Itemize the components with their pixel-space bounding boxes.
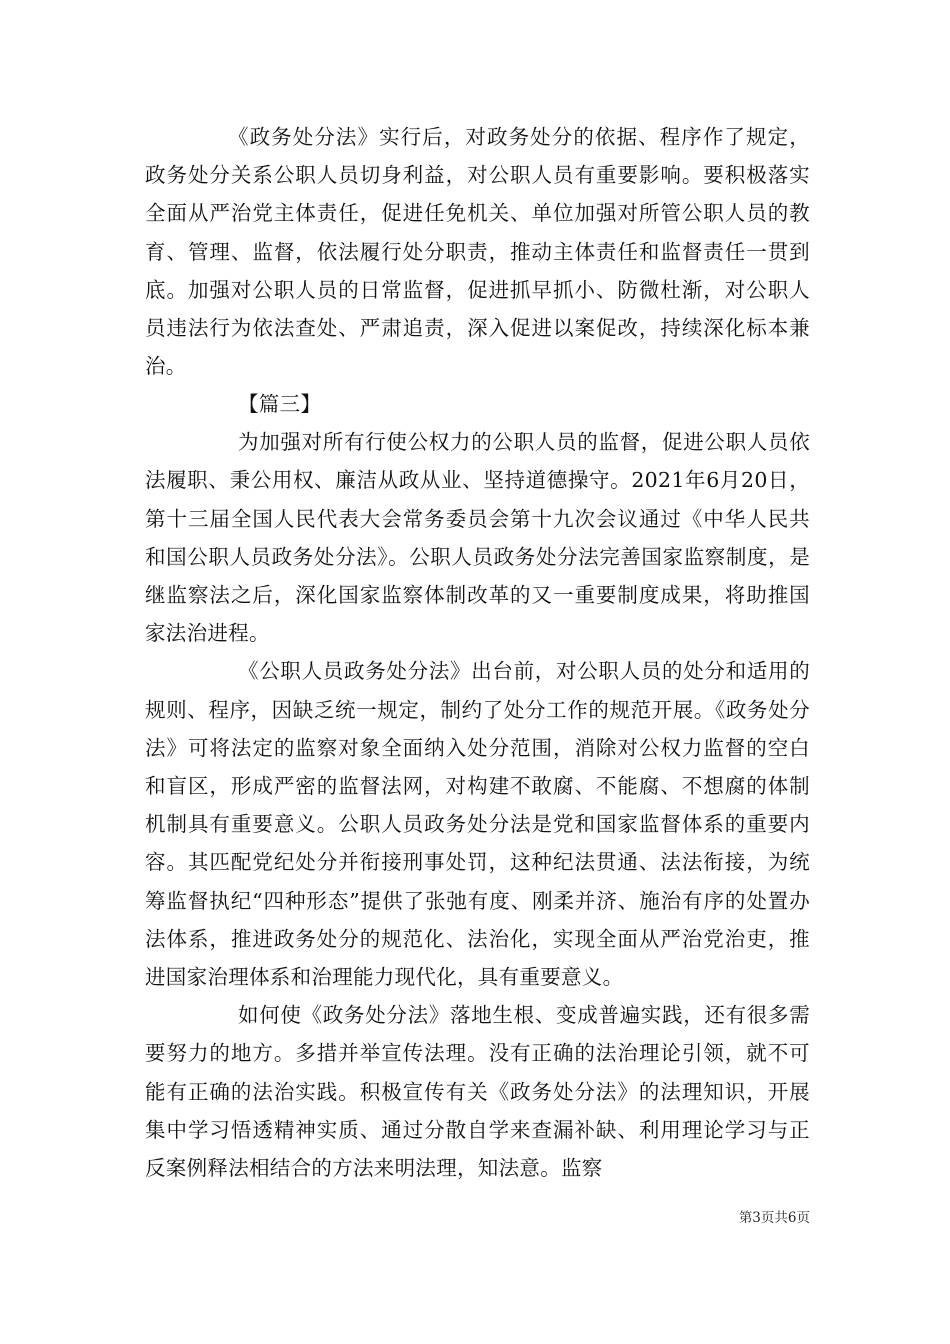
paragraph-3: 《公职人员政务处分法》出台前，对公职人员的处分和适用的规则、程序，因缺乏统一规定，制约了处分工作的规范开展。《政务处分法》可将法定的监察对象全面纳入处分范围，消除对公权力监督的空白和盲区，形成严密的监督法网，对构建不敢腐、不能腐、不想腐的体制机制具有重要意义。公职人员政务处分法是党和国家监督体系的重要内容。其匹配党纪处分并衔接刑事处罚，这种纪法贯通、法法衔接，为统筹监督执纪“四种形态”提供了张弛有度、刚柔并济、施治有序的处置办法体系，推进政务处分的规范化、法治化，实现全面从严治党治吏，推进国家治理体系和治理能力现代化，具有重要意义。: [145, 659, 810, 990]
paragraph-4: 如何使《政务处分法》落地生根、变成普遍实践，还有很多需要努力的地方。多措并举宣传法理。没有正确的法治理论引领，就不可能有正确的法治实践。积极宣传有关《政务处分法》的法理知识，开展集中学习悟透精神实质、通过分散自学来查漏补缺、利用理论学习与正反案例释法相结合的方法来明法理，知法意。监察: [145, 1003, 810, 1181]
paragraph-2: 为加强对所有行使公权力的公职人员的监督，促进公职人员依法履职、秉公用权、廉洁从政从业、坚持道德操守。2021年6月20日，第十三届全国人民代表大会常务委员会第十九次会议通过《中华人民共和国公职人员政务处分法》。公职人员政务处分法完善国家监察制度，是继监察法之后，深化国家监察体制改革的又一重要制度成果，将助推国家法治进程。: [145, 430, 810, 646]
body-text-main: [145, 385, 810, 1187]
section-heading: 【篇三】: [238, 392, 322, 416]
paragraph-1: 《政务处分法》实行后，对政务处分的依据、程序作了规定，政务处分关系公职人员切身利益，对公职人员有重要影响。要积极落实全面从严治党主体责任，促进任免机关、单位加强对所管公职人员的教育、管理、监督，依法履行处分职责，推动主体责任和监督责任一贯到底。加强对公职人员的日常监督，促进抓早抓小、防微杜渐，对公职人员违法行为依法查处、严肃追责，深入促进以案促改，持续深化标本兼治。: [145, 125, 810, 379]
page-number: 第3页共6页: [738, 1210, 810, 1226]
body-text-top: [145, 118, 810, 385]
